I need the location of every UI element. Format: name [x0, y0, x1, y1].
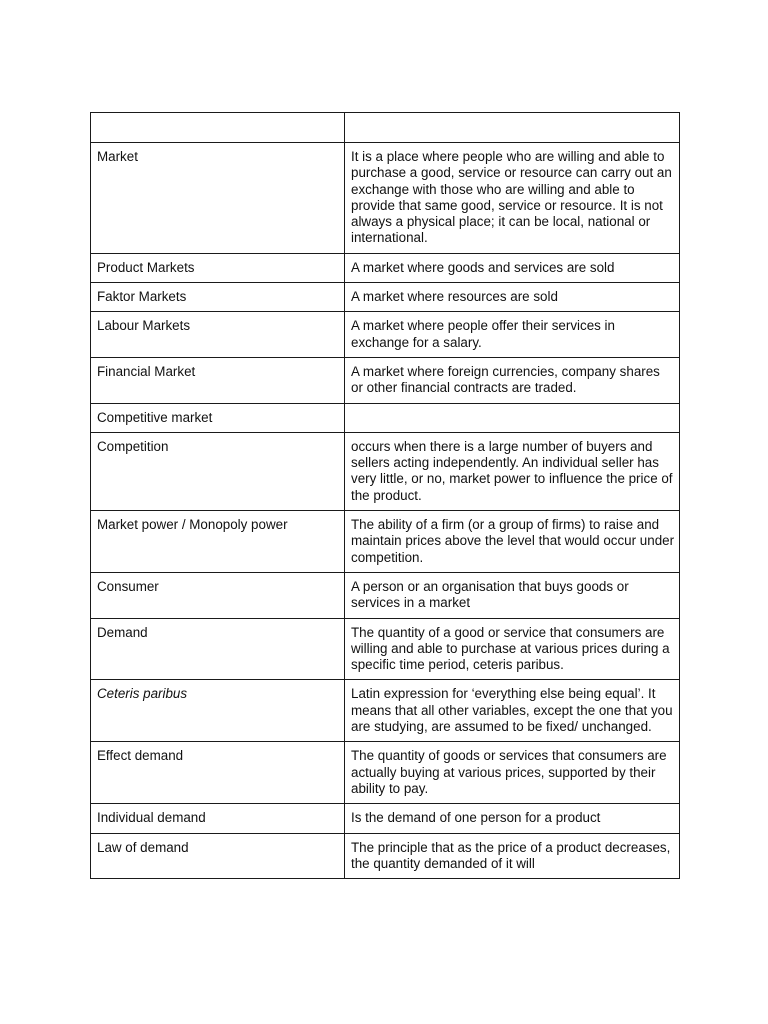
term-cell: Law of demand [91, 833, 345, 879]
definition-cell: Latin expression for ‘everything else being equal’. It means that all other variables, except the one that you are studying, are assumed to be fixed/ unchanged. [345, 680, 680, 742]
definition-cell: A market where people offer their services in exchange for a salary. [345, 312, 680, 358]
header-term-cell [91, 113, 345, 143]
definition-cell: It is a place where people who are willing and able to purchase a good, service or resource can carry out an exchange with those who are willing and able to provide that same good, service or resource. It is not always a physical place; it can be local, national or international. [345, 143, 680, 254]
term-cell: Faktor Markets [91, 283, 345, 312]
definition-cell: A market where resources are sold [345, 283, 680, 312]
definition-cell: A market where foreign currencies, company shares or other financial contracts are traded. [345, 357, 680, 403]
table-row [91, 618, 680, 680]
table-header-row [91, 113, 680, 143]
table-row [91, 432, 680, 510]
term-cell: Ceteris paribus [91, 680, 345, 742]
definition-cell: The quantity of goods or services that consumers are actually buying at various prices, supported by their ability to pay. [345, 742, 680, 804]
definition-cell: The quantity of a good or service that consumers are willing and able to purchase at various prices during a specific time period, ceteris paribus. [345, 618, 680, 680]
definition-cell: Is the demand of one person for a product [345, 804, 680, 833]
table-row [91, 511, 680, 573]
term-cell: Competitive market [91, 403, 345, 432]
header-definition-cell [345, 113, 680, 143]
definition-cell: The ability of a firm (or a group of firms) to raise and maintain prices above the level that would occur under competition. [345, 511, 680, 573]
table-row [91, 357, 680, 403]
term-cell: Labour Markets [91, 312, 345, 358]
table-row [91, 253, 680, 282]
term-cell: Consumer [91, 572, 345, 618]
term-cell: Market [91, 143, 345, 254]
definition-cell [345, 403, 680, 432]
term-cell: Effect demand [91, 742, 345, 804]
table-row [91, 143, 680, 254]
definition-cell: occurs when there is a large number of buyers and sellers acting independently. An individual seller has very little, or no, market power to influence the price of the product. [345, 432, 680, 510]
term-cell: Market power / Monopoly power [91, 511, 345, 573]
table-row [91, 312, 680, 358]
table-row [91, 742, 680, 804]
table-row [91, 403, 680, 432]
term-cell: Financial Market [91, 357, 345, 403]
table-row [91, 680, 680, 742]
table-row [91, 804, 680, 833]
definition-cell: A person or an organisation that buys goods or services in a market [345, 572, 680, 618]
term-cell: Competition [91, 432, 345, 510]
definition-cell: The principle that as the price of a product decreases, the quantity demanded of it will [345, 833, 680, 879]
term-cell: Product Markets [91, 253, 345, 282]
table-row [91, 572, 680, 618]
glossary-table [90, 112, 680, 879]
definition-cell: A market where goods and services are sold [345, 253, 680, 282]
table-row [91, 833, 680, 879]
term-cell: Individual demand [91, 804, 345, 833]
term-cell: Demand [91, 618, 345, 680]
table-row [91, 283, 680, 312]
